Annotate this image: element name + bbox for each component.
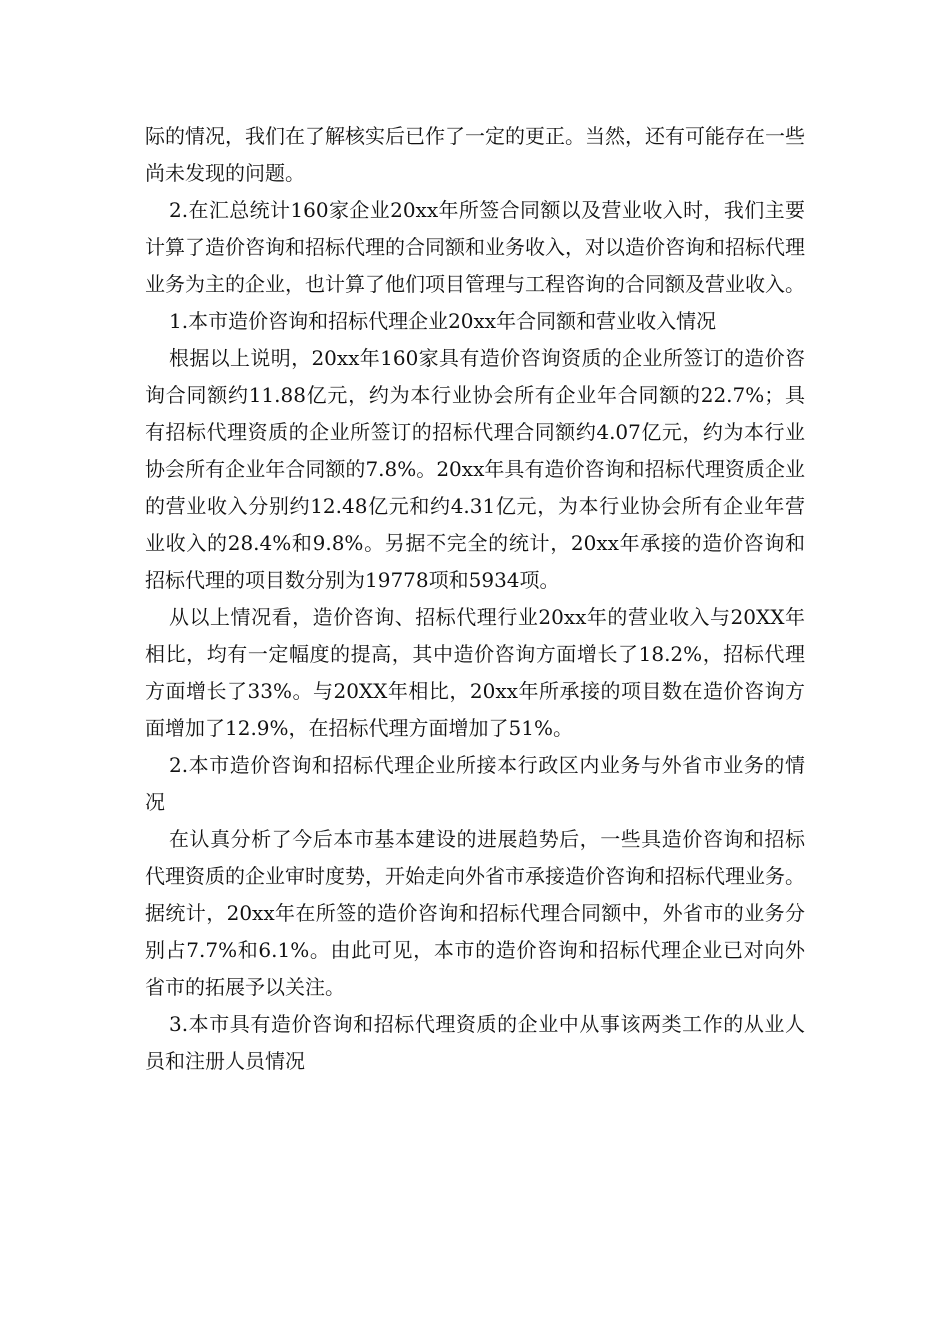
paragraph-contract-revenue: 根据以上说明，20xx年160家具有造价咨询资质的企业所签订的造价咨询合同额约11.88亿元，约为本行业协会所有企业年合同额的22.7%；具有招标代理资质的企业所签订的招标代理合同额约4.07亿元，约为本行业协会所有企业年合同额的7.8%。20xx年具有造价咨询和招标代理资质企业的营业收入分别约12.48亿元和约4.31亿元，为本行业协会所有企业年营业收入的28.4%和9.8%。另据不完全的统计，20xx年承接的造价咨询和招标代理的项目数分别为19778项和5934项。 bbox=[145, 346, 805, 592]
paragraph-growth-analysis: 从以上情况看，造价咨询、招标代理行业20xx年的营业收入与20XX年相比，均有一定幅度的提高，其中造价咨询方面增长了18.2%，招标代理方面增长了33%。与20XX年相比，20xx年所承接的项目数在造价咨询方面增加了12.9%，在招标代理方面增加了51%。 bbox=[145, 605, 805, 740]
paragraph-regional-business: 在认真分析了今后本市基本建设的进展趋势后，一些具造价咨询和招标代理资质的企业审时度势，开始走向外省市承接造价咨询和招标代理业务。据统计，20xx年在所签的造价咨询和招标代理合同额中，外省市的业务分别占7.7%和6.1%。由此可见，本市的造价咨询和招标代理企业已对向外省市的拓展予以关注。 bbox=[145, 827, 805, 999]
section-heading-staff: 3.本市具有造价咨询和招标代理资质的企业中从事该两类工作的从业人员和注册人员情况 bbox=[145, 1012, 805, 1073]
section-heading-regional-business: 2.本市造价咨询和招标代理企业所接本行政区内业务与外省市业务的情况 bbox=[145, 753, 805, 814]
paragraph-continuation: 际的情况，我们在了解核实后已作了一定的更正。当然，还有可能存在一些尚未发现的问题。 bbox=[145, 124, 805, 185]
document-page bbox=[145, 118, 805, 1080]
paragraph-statistics-note: 2.在汇总统计160家企业20xx年所签合同额以及营业收入时，我们主要计算了造价咨询和招标代理的合同额和业务收入，对以造价咨询和招标代理业务为主的企业，也计算了他们项目管理与工程咨询的合同额及营业收入。 bbox=[145, 198, 805, 296]
section-heading-contract-revenue: 1.本市造价咨询和招标代理企业20xx年合同额和营业收入情况 bbox=[169, 309, 717, 333]
